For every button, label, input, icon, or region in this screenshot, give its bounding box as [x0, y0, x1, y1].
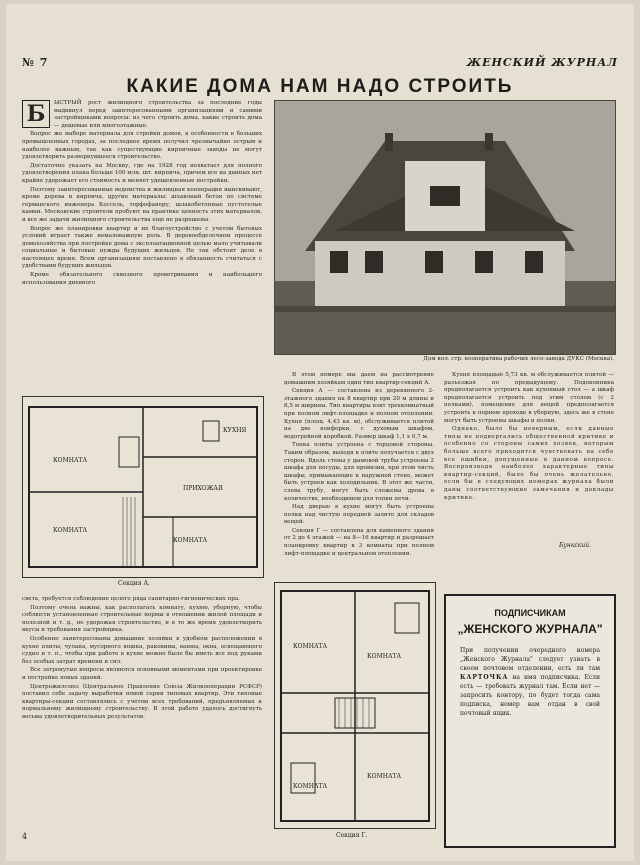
paragraph: Над дверью в кухне могут быть устроены полки над чистую передней залито для складов вещей. — [284, 504, 434, 526]
room-label: ПРИХОЖАЯ — [183, 485, 223, 492]
floor-plan-g — [274, 582, 436, 829]
room-label: КОМНАТА — [293, 643, 328, 650]
room-label: КОМНАТА — [367, 773, 402, 780]
room-label: КОМНАТА — [293, 783, 328, 790]
column-1-bottom — [22, 596, 262, 723]
column-2 — [284, 372, 434, 559]
column-3 — [444, 372, 614, 503]
notice-text-after: на имя подписчика. Если есть — требовать журнал там. Если нет — запросить контору, по будет тогда сама подписка, номер вам отдан в свой почтовый ящик. — [460, 674, 600, 717]
room-label: КУХНЯ — [223, 427, 247, 434]
paragraph: Поэтому заинтересованные ведомства и жилищная кооперация выискивают, кроме дерева и кирпича, другие материалы: шлаковый бетон по системе германского инженера Коссель, торфофанеру, шлакобетонные пустотелые камни. Московские строители пробуют на практике ценность этих материалов, и все же задачи жилищного строительства еще не разрешены. — [22, 186, 262, 223]
notice-card-word: КАРТОЧКА — [460, 674, 509, 681]
subscription-notice — [444, 594, 616, 848]
paragraph: Достаточно указать на Москву, где на 1928 год нехватает для полного удовлетворения плана больше 100 млн. шт. кирпича, причем все на данных нет крайне удорожает его стоимость и меняет удешевленные постройки. — [22, 162, 262, 184]
paragraph: Секция Г — составлена для каменного здания от 2 до 4 этажей — на 8—16 квартир и разрешает планировку квартир в 3 комнаты при полном лифт-площадке и центральном отоплении. — [284, 527, 434, 557]
paragraph: Поэтому очень важны, как располагать комнату, кухню, уборную, чтобы соблюсти установленные строительные нормы в отношении жилой площади и полезной и т. д., не удорожая строительство, и в то же время удовлетворить вкусы и требования застройщика. — [22, 604, 262, 634]
room-label: КОМНАТА — [367, 653, 402, 660]
house-illustration — [275, 101, 615, 354]
paragraph: Секция А — составлена из деревянного 2-этажного здания на 8 квартир при 20 м длины и 8,5 м ширины. Тип квартиры взят трехкомнатный при полном лифт-площадке и полном отоплении. Кухня (площ. 4,43 кв. м), обслуживается плитой на две конфорки, с духовым шкафом, водогрейной коробкой. Размер шкаф 1,1 х 0,7 м. — [284, 388, 434, 440]
house-photo — [274, 100, 616, 355]
plan-a-caption: Секция А. — [118, 580, 150, 587]
paragraph: Центрожилсоюз (Центральное Правление Союза Жилкооперации РСФСР) поставил себе задачу выработки новой серии типовых квартир. Эти типовые квартиры-секции составлялись с учетом всех требований, предъявляемых к нормальному жилищному строительству. В этой работе удалось достигнуть весьма удовлетворительных результатов. — [22, 683, 262, 720]
plan-g-drawing — [275, 583, 435, 828]
room-label: КОМНАТА — [53, 527, 88, 534]
paragraph: ЫСТРЫЙ рост жилищного строительства за последние годы выдвинул перед заинтересованными организациями и самими застройщиками вопросы: из чего строить дома, какие строить дома — дешевые или многоэтажные. — [54, 100, 262, 129]
notice-text-before: При получении очередного номера „Женского Журнала" следует узнать в своем почтовом отделении, есть ли там — [460, 647, 600, 672]
paragraph: Топка плиты устроена с торцовой стороны. Таким образом, выходя к плите получается с двух сторон. Вдоль стены у дымовой трубы устроены 2 шкафа для посуды, для провизии, при этом чисть шкафы, примыкающие к наружной стене, может быть устроен как холодильник. В этот же части, слева трубу, могут быть сложены дрова в количестве, необходимом для топки печи. — [284, 442, 434, 502]
paragraph: Особенно заинтересованы домашние хозяйки в удобном расположении в кухне плиты, чулана, мусорного ящика, раковины, ванны, окна, освещающего судно и т. п., чтобы при работе в кухне можно было бы иметь все под руками без особых затрат времени и сил. — [22, 635, 262, 665]
room-label: КОМНАТА — [53, 457, 88, 464]
paragraph: Кухня площадью 5,73 кв. м обслуживается плитой — разъезжая по предыдущему. Подоконника предполагается устроить как кухонный стол — а шкаф предполагается устроить под этим столом (с 2 полками), помещение для вещей предполагается устроить в порном проходе в уборную, здесь же в стене могут быть устроены шкафы и полки. — [444, 372, 614, 424]
column-1-top — [22, 100, 262, 288]
notice-title: ПОДПИСЧИКАМ — [494, 608, 566, 618]
author-signature: Бункский. — [559, 542, 592, 549]
article-title: КАКИЕ ДОМА НАМ НАДО СТРОИТЬ — [126, 76, 514, 97]
floor-plan-a — [22, 396, 264, 578]
room-label: КОМНАТА — [173, 537, 208, 544]
plan-g-caption: Секция Г. — [336, 832, 368, 839]
notice-subtitle: „ЖЕНСКОГО ЖУРНАЛА" — [457, 622, 603, 636]
paragraph: Вопрос же планировки квартир и их благоустройство с учетом бытовых условий играет также немаловажную роль. В деревообделочном процессе домохозяйства при постройке дома с эксплоатационной целью мало учитывали социальные и бытовые нужды будущих жильцов. Не так обстоит дело в настоящее время. Всем организациям поставлено в обязанность считаться с удобствами будущих жильцов. — [22, 225, 262, 270]
paragraph: света, требуется соблюдение целого ряда санитарно-гигиенических пра. — [22, 596, 240, 602]
notice-text — [460, 646, 600, 718]
photo-caption: Дом кол. стр. кооператива рабочих лесо-завода ДУКС (Москва). — [423, 356, 614, 362]
paragraph: Однако, было бы неверным, если данные типы не подвергались общественной критике и особенно со стороны самих хозяек, которым больше всего приходится чувствовать на себе все ошибки, допущенные в данном вопросе. Воспроизводя наиболее характерные типы квартир-секций, было бы очень желательно, если бы в следующих номерах журнала были даны соответствующие замечания и доклады критике. — [444, 426, 614, 501]
plan-a-drawing — [23, 397, 263, 577]
page-number: 4 — [22, 832, 28, 841]
paragraph: В этом номере мы даем на рассмотрение домашним хозяйкам один тип квартир-секций А. — [284, 372, 434, 386]
paragraph: Кроме обязательного сквозного проветривания и наибольшего использования дневного — [22, 272, 262, 286]
issue-number: № 7 — [22, 56, 49, 69]
paragraph: Вопрос же выборе материала для стройки домов, в особенности в больших промышленных городах, за последнее время получил чрезвычайно острым и наиболее важным, так как существующие кирпичные заводы не могут удовлетворить развернувшееся строительство. — [22, 131, 262, 161]
paragraph: Все затронутые вопросы являются основными моментами при проектировке и постройке новых зданий. — [22, 667, 262, 681]
magazine-page — [6, 4, 634, 861]
magazine-name: ЖЕНСКИЙ ЖУРНАЛ — [466, 56, 618, 69]
dropcap: Б — [22, 100, 50, 128]
